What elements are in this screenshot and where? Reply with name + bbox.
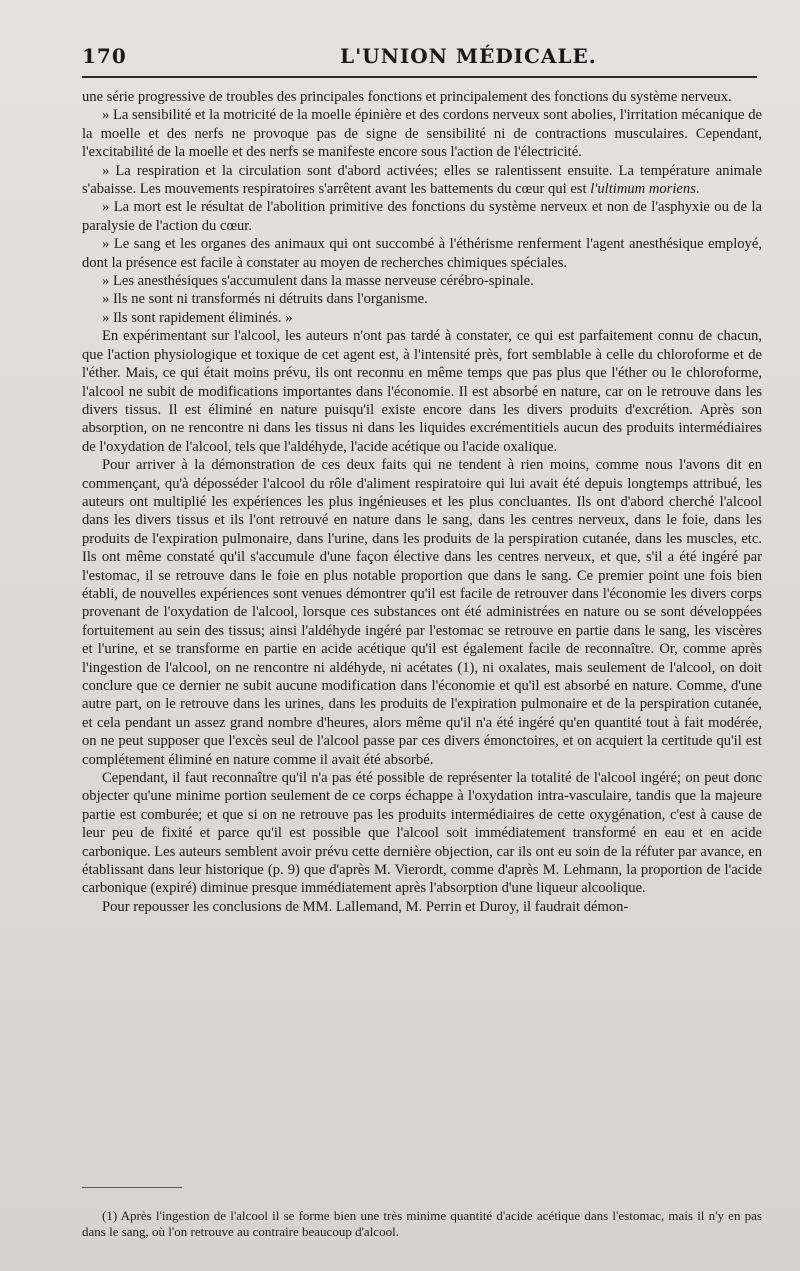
italic-phrase: l'ultimum moriens [590,181,696,198]
paragraph: » La sensibilité et la motricité de la moelle épinière et des cordons nerveux sont abolies, l'irritation mécanique de la moelle et des nerfs ne provoque pas de signe de sensibilité ni de contractions musculaires. Cependant, l'excitabilité de la moelle et des nerfs se manifeste encore sous l'action de l'électricité. [82,107,762,161]
paragraph [82,162,762,199]
paragraph: » Les anesthésiques s'accumulent dans la masse nerveuse cérébro-spinale. [102,273,534,290]
paragraph: Cependant, il faut reconnaître qu'il n'a pas été possible de représenter la totalité de l'alcool ingéré; on peut donc objecter qu'une minime portion seulement de ce corps échappe à l'oxydation intra-vasculaire, tandis que la majeure partie est comburée; et que si on ne retrouve pas les produits intermédiaires de cette oxygénation, c'est à cause de leur peu de fixité et parce qu'il est possible que l'alcool soit immédiatement transformé en eau et en acide carbonique. Les auteurs semblent avoir prévu cette dernière objection, car ils ont eu soin de la réfuter par avance, en établissant dans leur historique (p. 9) que d'après M. Vierordt, comme d'après M. Lehmann, la proportion de l'acide carbonique (expiré) diminue presque immédiatement après l'absorption d'une liqueur alcoolique. [82,770,762,897]
page-number: 170 [82,44,127,68]
paragraph: Pour repousser les conclusions de MM. Lallemand, M. Perrin et Duroy, il faudrait démon- [102,898,629,915]
paragraph: » Le sang et les organes des animaux qui ont succombé à l'éthérisme renferment l'agent anesthésique employé, dont la présence est facile à constater au moyen de recherches chimiques spéciales. [82,236,762,271]
header-rule [82,76,757,78]
paragraph: » Ils sont rapidement éliminés. » [102,309,293,326]
body-text [82,88,762,916]
running-title: L'UNION MÉDICALE. [340,44,597,68]
paragraph: une série progressive de troubles des principales fonctions et principalement des fonctions du système nerveux. [82,89,732,105]
footnote: (1) Après l'ingestion de l'alcool il se forme bien une très minime quantité d'acide acétique dans l'estomac, mais il n'y en pas dans le sang, où l'on retrouve au contraire beaucoup d'alcool. [82,1208,762,1239]
paragraph: Pour arriver à la démonstration de ces deux faits qui ne tendent à rien moins, comme nous l'avons dit en commençant, qu'à déposséder l'alcool du rôle d'aliment respiratoire qui lui avait été depuis longtemps attribué, les auteurs ont multiplié les expériences les plus ingénieuses et les plus concluantes. Ils ont d'abord cherché l'alcool dans les divers tissus et ils l'ont retrouvé en nature dans le sang, dans les centres nerveux, dans le foie, dans les produits de l'expiration pulmonaire, dans l'urine, dans les produits de la perspiration cutanée, dans les muscles, etc. Ils ont même constaté qu'il s'accumule d'une façon élective dans les centres nerveux, et que, s'il a été ingéré par l'estomac, il se retrouve dans le foie en plus notable proportion que dans le sang. Ce premier point une fois bien établi, de nouvelles expériences sont venues démontrer qu'il est facile de retrouver dans l'économie les divers corps provenant de l'oxydation de l'alcool, lorsque ces substances ont été administrées en nature ou se sont développées fortuitement au sein des tissus; ainsi l'aldéhyde ingéré par l'estomac se retrouve en partie dans le sang, les viscères et l'urine, et se transforme en partie en acide acétique qu'il est également facile de reconnaître. Or, comme après l'ingestion de l'alcool, on ne rencontre ni aldéhyde, ni acétates (1), ni oxalates, mais seulement de l'alcool, on doit conclure que ce dernier ne subit aucune modification dans l'économie et qu'il est absorbé en nature. Comme, d'une autre part, on le retrouve dans les urines, dans les produits de l'expiration pulmonaire et de la perspiration cutanée, et cela pendant un assez grand nombre d'heures, alors même qu'il n'a été ingéré qu'en quantité tout à fait modérée, on ne peut supposer que l'excès seul de l'alcool passe par ces divers émonctoires, et on acquiert la certitude qu'il est complétement éliminé en nature comme il avait été absorbé. [82,457,762,768]
paragraph: » Ils ne sont ni transformés ni détruits dans l'organisme. [102,291,428,308]
paragraph: En expérimentant sur l'alcool, les auteurs n'ont pas tardé à constater, ce qui est parfaitement connu de chacun, que l'action physiologique et toxique de cet agent est, à l'intensité près, fort semblable à celle du chloroforme et de l'éther. Mais, ce qui était moins prévu, ils ont reconnu en même temps que pas plus que l'éther ou le chloroforme, l'alcool ne subit de modifications importantes dans l'économie. Il est absorbé en nature, car on le retrouve dans les divers tissus. Il est éliminé en nature puisqu'il existe encore dans les divers produits d'excrétion. Après son absorption, on ne rencontre ni dans les tissus ni dans les liquides excrémentitiels aucun des produits intermédiaires de l'oxydation de l'alcool, tels que l'aldéhyde, l'acide acétique ou l'acide oxalique. [82,328,762,455]
sentence-end: . [695,181,700,198]
paragraph: » La mort est le résultat de l'abolition primitive des fonctions du système nerveux et non de l'asphyxie ou de la paralysie de l'action du cœur. [82,199,762,234]
footnote-rule [82,1187,182,1188]
paragraph-text: » La respiration et la circulation sont d'abord activées; elles se ralentissent ensuite. La température animale s'abaisse. Les mouvements respiratoires s'arrêtent avant les battements du cœur qui est [82,162,762,198]
page-header [82,44,762,78]
